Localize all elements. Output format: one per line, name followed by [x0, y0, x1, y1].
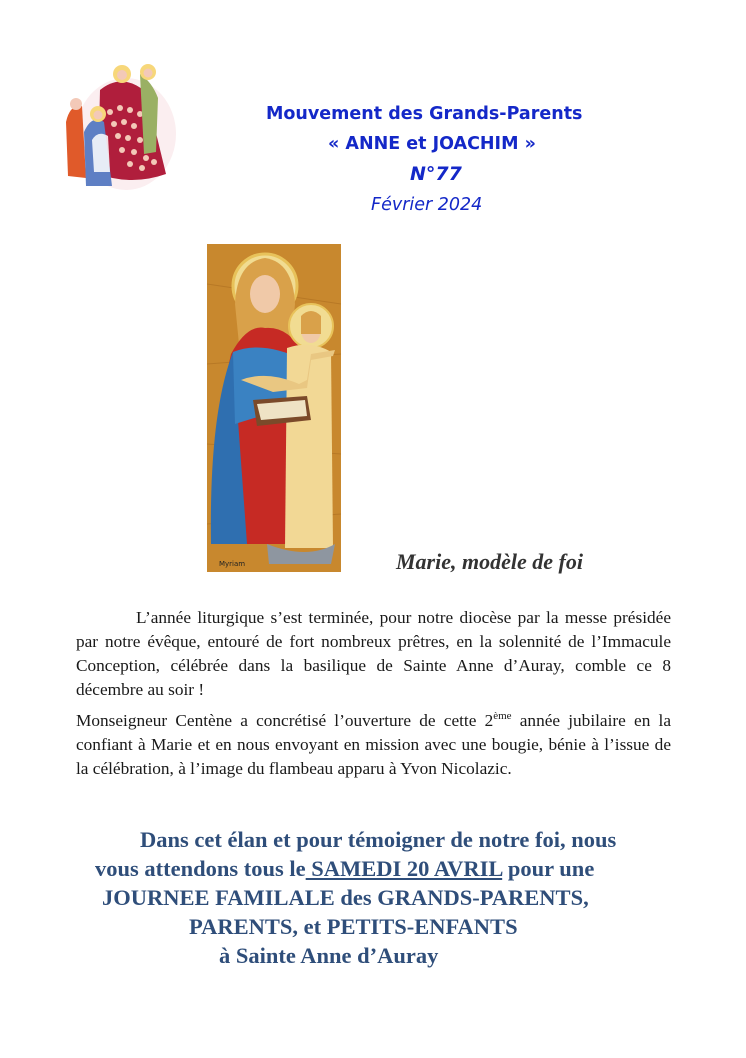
event-location: à Sainte Anne d’Auray — [219, 943, 439, 968]
paragraph-liturgical-year: L’année liturgique s’est terminée, pour notre diocèse par la messe présidée par notre évêque, entouré de fort nombreux prêtres, en la solennité de l’Immacule Conception, célébrée dans la basilique de Sainte Anne d’Auray, comble ce 8 décembre au soir ! — [76, 608, 671, 699]
paragraph-jubilee-end: année jubilaire en la confiant à Marie et en nous envoyant en mission avec une bougie, bénie à l’issue de la célébration, à l’image du flambeau apparu à Yvon Nicolazic. — [76, 710, 671, 778]
family-logo-image — [62, 62, 180, 194]
invitation-line-2-end: pour une — [502, 856, 595, 881]
paragraph-jubilee — [76, 704, 671, 781]
paragraph-jubilee-start: Monseigneur Centène a concrétisé l’ouverture de cette 2 — [76, 710, 494, 730]
ordinal-superscript: ème — [493, 710, 512, 722]
svg-text:Myriam: Myriam — [219, 560, 246, 568]
invitation-line-1: Dans cet élan et pour témoigner de notre foi, nous — [140, 827, 617, 852]
invitation-line-4: PARENTS, et PETITS-ENFANTS — [189, 914, 518, 939]
image-caption: Marie, modèle de foi — [396, 549, 583, 574]
movement-subtitle: « ANNE et JOACHIM » — [328, 134, 536, 154]
invitation-line-3: JOURNEE FAMILALE des GRANDS-PARENTS, — [102, 885, 589, 910]
issue-number: N°77 — [410, 163, 462, 185]
event-date: SAMEDI 20 AVRIL — [305, 856, 503, 881]
invitation-line-2 — [95, 854, 594, 884]
invitation-line-2-start: vous attendons tous le — [95, 856, 306, 881]
movement-title: Mouvement des Grands-Parents — [266, 104, 583, 124]
saint-anne-icon-image — [207, 244, 341, 572]
issue-date: Février 2024 — [371, 195, 483, 215]
